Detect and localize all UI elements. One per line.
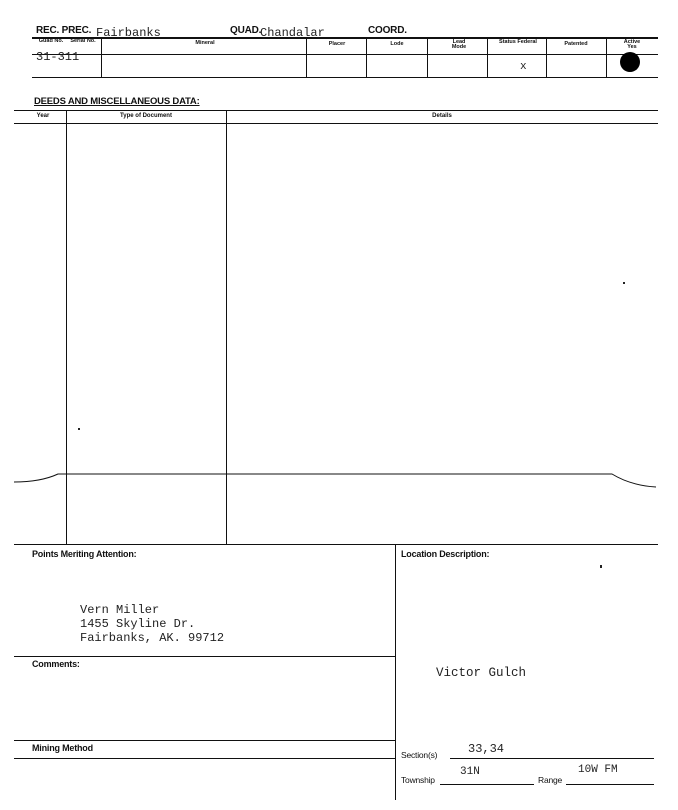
mining-label: Mining Method	[32, 743, 93, 753]
speck	[600, 565, 602, 568]
claims-col-line	[366, 38, 367, 78]
section-value: 33,34	[468, 742, 505, 756]
quad-label: QUAD.	[230, 25, 262, 36]
col-year: Year	[36, 113, 50, 119]
comments-top-rule	[14, 656, 395, 657]
comments-label: Comments:	[32, 659, 80, 669]
claims-col-line	[606, 38, 607, 78]
deeds-top-rule	[14, 110, 658, 111]
col-placer: Placer	[328, 41, 346, 47]
status-federal-mark: x	[520, 61, 527, 73]
speck	[78, 428, 80, 430]
claims-col-line	[306, 38, 307, 78]
address-line: Fairbanks, AK. 99712	[80, 631, 225, 645]
township-underline	[440, 784, 534, 785]
col-lead-mode: Lead Mode	[451, 39, 467, 50]
range-value: 10W FM	[578, 764, 618, 776]
header-rule	[32, 37, 658, 39]
mining-top-rule	[14, 740, 395, 741]
claims-header-divider	[32, 54, 658, 55]
serial-value: 31-311	[36, 50, 80, 64]
deeds-header-divider	[14, 123, 658, 124]
location-value: Victor Gulch	[436, 666, 527, 680]
claims-row-bottom	[32, 77, 658, 78]
col-patented: Patented	[564, 41, 588, 47]
township-label: Township	[401, 775, 435, 785]
lower-divider	[395, 544, 396, 800]
address-line: 1455 Skyline Dr.	[80, 617, 196, 631]
col-details: Details	[432, 113, 452, 119]
claims-col-line	[546, 38, 547, 78]
speck	[623, 282, 625, 284]
col-serial-no: Serial No.	[70, 38, 96, 44]
col-guad-no: Guad No.	[38, 38, 64, 44]
address-line: Vern Miller	[80, 603, 160, 617]
active-dot	[620, 52, 640, 72]
col-status-federal: Status Federal	[499, 39, 537, 45]
claims-col-line	[101, 38, 102, 78]
col-type-of-document: Type of Document	[120, 113, 172, 119]
quad-value: Chandalar	[260, 26, 325, 40]
section-underline	[450, 758, 654, 759]
claims-col-line	[487, 38, 488, 78]
col-active: Active Yes	[623, 39, 641, 50]
deeds-title: DEEDS AND MISCELLANEOUS DATA:	[34, 96, 200, 107]
township-value: 31N	[460, 766, 480, 778]
range-label: Range	[538, 775, 563, 785]
range-underline	[566, 784, 654, 785]
section-label: Section(s)	[401, 750, 438, 760]
deeds-bottom-rule	[14, 544, 658, 545]
rec-prec-value: Fairbanks	[96, 26, 161, 40]
claims-col-line	[427, 38, 428, 78]
points-label: Points Meriting Attention:	[32, 549, 137, 559]
col-mineral: Mineral	[195, 40, 215, 46]
location-label: Location Description:	[401, 549, 490, 559]
coord-label: COORD.	[368, 25, 407, 36]
mining-rule	[14, 758, 395, 759]
col-lode: Lode	[390, 41, 404, 47]
page-fold-line	[0, 460, 678, 500]
rec-prec-label: REC. PREC.	[36, 25, 92, 36]
